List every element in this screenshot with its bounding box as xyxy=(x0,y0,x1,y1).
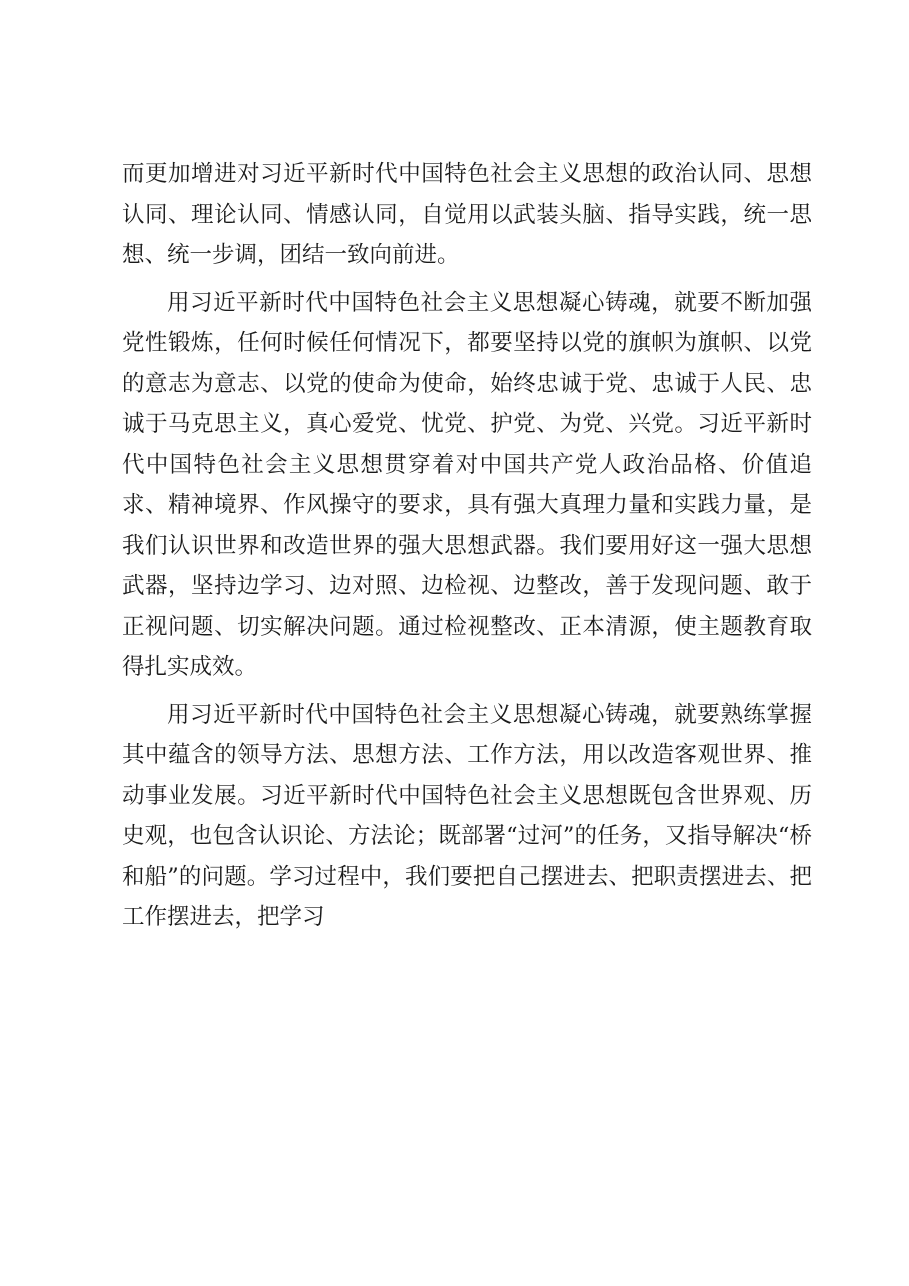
paragraph-party-spirit: 用习近平新时代中国特色社会主义思想凝心铸魂，就要不断加强党性锻炼，任何时候任何情况下，都要坚持以党的旗帜为旗帜、以党的意志为意志、以党的使命为使命，始终忠诚于党、忠诚于人民、忠诚于马克思主义，真心爱党、忧党、护党、为党、兴党。习近平新时代中国特色社会主义思想贯穿着对中国共产党人政治品格、价值追求、精神境界、作风操守的要求，具有强大真理力量和实践力量，是我们认识世界和改造世界的强大思想武器。我们要用好这一强大思想武器，坚持边学习、边对照、边检视、边整改，善于发现问题、敢于正视问题、切实解决问题。通过检视整改、正本清源，使主题教育取得扎实成效。 xyxy=(122,289,812,680)
paragraph-continuation: 而更加增进对习近平新时代中国特色社会主义思想的政治认同、思想认同、理论认同、情感认同，自觉用以武装头脑、指导实践，统一思想、统一步调，团结一致向前进。 xyxy=(122,161,812,268)
document-body xyxy=(122,154,812,945)
paragraph-methods: 用习近平新时代中国特色社会主义思想凝心铸魂，就要熟练掌握其中蕴含的领导方法、思想方法、工作方法，用以改造客观世界、推动事业发展。习近平新时代中国特色社会主义思想既包含世界观、历史观，也包含认识论、方法论；既部署“过河”的任务，又指导解决“桥和船”的问题。学习过程中，我们要把自己摆进去、把职责摆进去、把工作摆进去，把学习 xyxy=(122,701,812,930)
